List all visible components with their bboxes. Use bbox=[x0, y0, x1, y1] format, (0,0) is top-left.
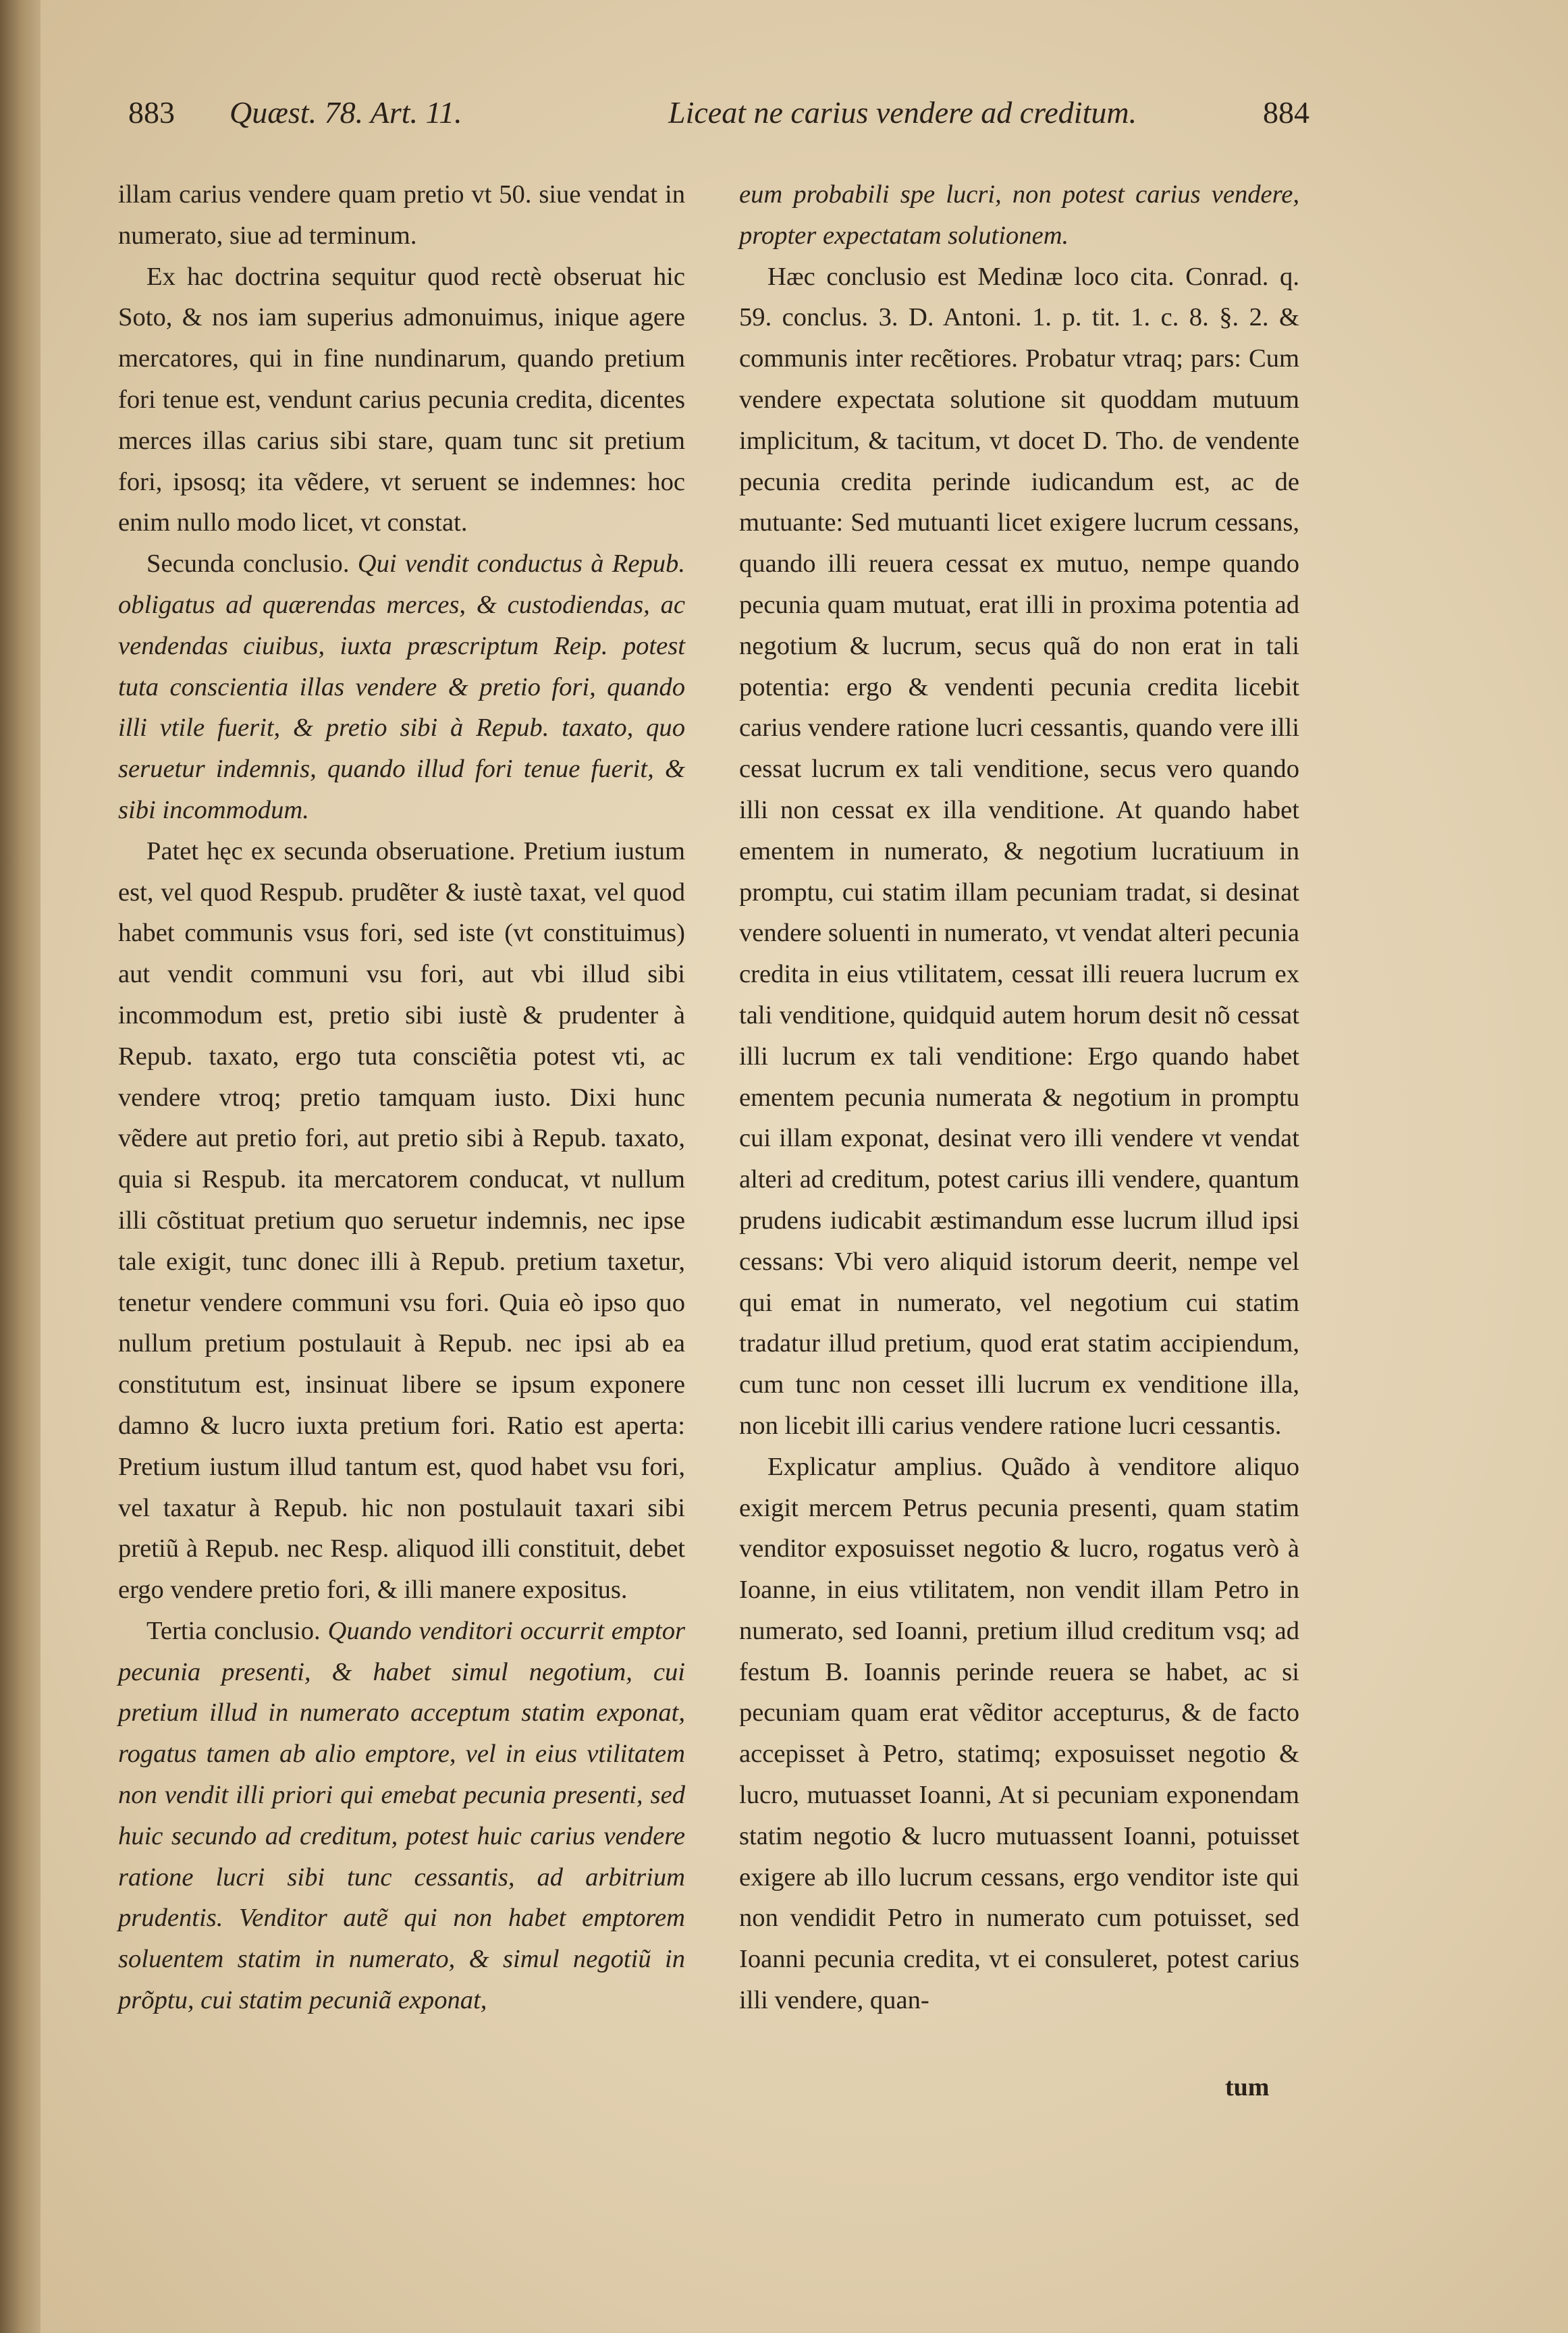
paragraph-text: Hæc conclusio est Medinæ loco cita. Conrad. q. 59. conclus. 3. D. Antoni. 1. p. tit. 1. c. 8. §. 2. & communis inter recẽtiores. Probatur vtraq; pars: Cum vendere expectata solutione sit quoddam mutuum implicitum, & tacitum, vt docet D. Tho. de vendente pecunia credita perinde iudicandum est, ac de mutuante: Sed mutuanti licet exigere lucrum cessans, quando illi reuera cessat ex mutuo, nempe quando pecunia quam mutuat, erat illi in proxima potentia ad negotium & lucrum, secus quã do non erat in tali potentia: ergo & vendenti pecunia credita licebit carius vendere ratione lucri cessantis, quando vere illi cessat lucrum ex tali venditione, secus vero quando illi non cessat ex illa venditione. At quando habet ementem in numerato, & negotium lucratiuum in promptu, cui statim illam pecuniam tradat, si desinat vendere soluenti in numerato, vt vendat alteri pecunia credita in eius vtilitatem, cessat illi reuera lucrum ex tali venditione, quidquid autem horum desit nõ cessat illi lucrum ex tali venditione: Ergo quando habet ementem pecunia numerata & negotium in promptu cui illam exponat, desinat vero illi vendere vt vendat alteri ad creditum, potest carius illi vendere, quantum prudens iudicabit æstimandum esse lucrum illud ipsi cessans: Vbi vero aliquid istorum deerit, nempe vel qui emat in numerato, vel negotium cui statim tradatur illud pretium, quod erat statim accipiendum, cum tunc non cesset illi lucrum ex venditione illa, non licebit illi carius vendere ratione lucri cessantis. bbox=[739, 262, 1299, 1440]
paragraph bbox=[118, 543, 685, 831]
conclusion-heading: Secunda conclusio. bbox=[146, 549, 350, 579]
running-header bbox=[128, 95, 1309, 149]
paragraph bbox=[739, 174, 1299, 257]
paragraph bbox=[739, 257, 1299, 1447]
right-text-column bbox=[739, 174, 1299, 2021]
left-text-column bbox=[118, 174, 685, 2021]
running-title: Liceat ne carius vendere ad creditum. bbox=[668, 95, 1137, 130]
paragraph-text: Explicatur amplius. Quãdo à venditore aliquo exigit mercem Petrus pecunia presenti, quam statim venditor exposuisset negotio & lucro, rogatus verò à Ioanne, in eius vtilitatem, non vendit illam Petro in numerato, sed Ioanni, pretium illud creditum vsq; ad festum B. Ioannis perinde reuera se habet, ac si pecuniam quam erat vẽditor accepturus, & de facto accepisset à Petro, statimq; exposuisset negotio & lucro, mutuasset Ioanni, At si pecuniam exponendam statim negotio & lucro mutuassent Ioanni, potuisset exigere ab illo lucrum cessans, ergo venditor iste qui non vendidit Petro in numerato cum potuisset, sed Ioanni pecunia credita, vt ei consuleret, potest carius illi vendere, quan- bbox=[739, 1452, 1299, 2015]
right-page-number: 884 bbox=[1263, 95, 1309, 130]
paragraph-text: illam carius vendere quam pretio vt 50. siue vendat in numerato, siue ad terminum. bbox=[118, 180, 685, 250]
conclusion-heading: Tertia conclusio. bbox=[146, 1616, 321, 1645]
paragraph bbox=[739, 1447, 1299, 2021]
conclusion-statement-continued: eum probabili spe lucri, non potest carius vendere, propter expectatam solutionem. bbox=[739, 180, 1299, 250]
paragraph-text: Patet hęc ex secunda obseruatione. Pretium iustum est, vel quod Respub. prudẽter & iustè taxat, vel quod habet communis vsus fori, sed iste (vt constituimus) aut vendit communi vsu fori, aut vbi illud sibi incommodum est, pretio sibi iustè & prudenter à Repub. taxato, ergo tuta consciẽtia potest vti, ac vendere vtroq; pretio tamquam iusto. Dixi hunc vẽdere aut pretio fori, aut pretio sibi à Repub. taxato, quia si Respub. ita mercatorem conducat, vt nullum illi cõstituat pretium quo seruetur indemnis, nec ipse tale exigit, tunc donec illi à Repub. pretium taxetur, tenetur vendere communi vsu fori. Quia eò ipso quo nullum pretium postulauit à Repub. nec ipsi ab ea constitutum est, insinuat libere se ipsum exponere damno & lucro iuxta pretium fori. Ratio est aperta: Pretium iustum illud tantum est, quod habet vsu fori, vel taxatur à Repub. hic non postulauit taxari sibi pretiũ à Repub. nec Resp. aliquod illi constituit, debet ergo vendere pretio fori, & illi manere expositus. bbox=[118, 836, 685, 1605]
conclusion-statement: Quando venditori occurrit emptor pecunia presenti, & habet simul negotium, cui pretium illud in numerato acceptum statim exponat, rogatus tamen ab alio emptore, vel in eius vtilitatem non vendit illi priori qui emebat pecunia presenti, sed huic secundo ad creditum, potest huic carius vendere ratione lucri sibi tunc cessantis, ad arbitrium prudentis. Venditor autẽ qui non habet emptorem soluentem statim in numerato, & simul negotiũ in prõptu, cui statim pecuniã exponat, bbox=[118, 1616, 685, 2015]
paragraph bbox=[118, 831, 685, 1611]
left-page-number: 883 bbox=[128, 95, 175, 130]
conclusion-statement: Qui vendit conductus à Repub. obligatus ad quærendas merces, & custodiendas, ac vendendas ciuibus, iuxta præscriptum Reip. potest tuta conscientia illas vendere & pretio fori, quando illi vtile fuerit, & pretio sibi à Repub. taxato, quo seruetur indemnis, quando illud fori tenue fuerit, & sibi incommodum. bbox=[118, 549, 685, 824]
paragraph bbox=[118, 174, 685, 257]
paragraph bbox=[118, 1611, 685, 2021]
catchword: tum bbox=[1225, 2073, 1270, 2101]
paragraph bbox=[118, 257, 685, 544]
paragraph-text: Ex hac doctrina sequitur quod rectè obseruat hic Soto, & nos iam superius admonuimus, inique agere mercatores, qui in fine nundinarum, quando pretium fori tenue est, vendunt carius pecunia credita, dicentes merces illas carius sibi stare, quam tunc sit pretium fori, ipsosq; ita vẽdere, vt seruent se indemnes: hoc enim nullo modo licet, vt constat. bbox=[118, 262, 685, 537]
quaestio-reference: Quæst. 78. Art. 11. bbox=[229, 95, 462, 130]
